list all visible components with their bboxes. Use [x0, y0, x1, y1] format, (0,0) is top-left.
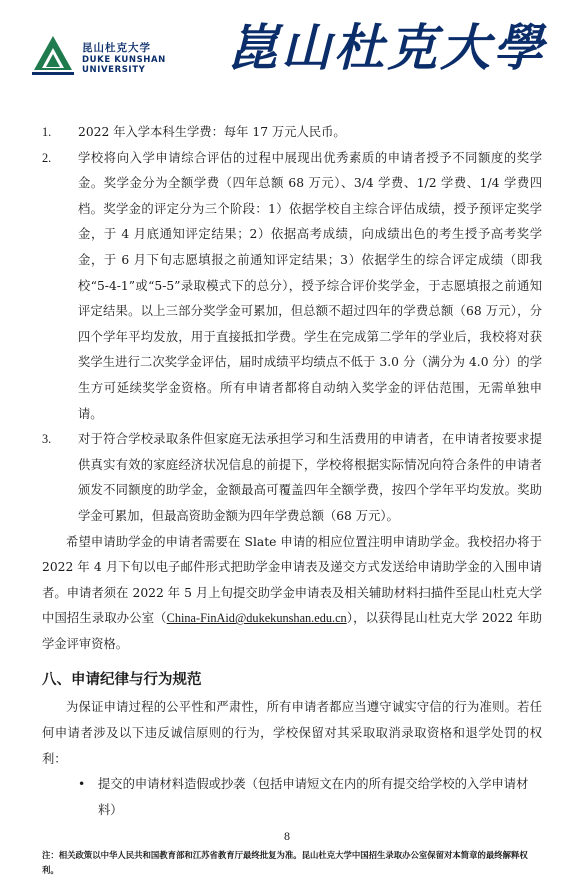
section-heading: 八、申请纪律与行为规范 [42, 672, 202, 689]
list-number: 2. [42, 150, 52, 165]
bullet-dot: • [78, 777, 86, 792]
section-paragraph: 为保证申请过程的公平性和严肃性，所有申请者都应当遵守诚实守信的行为准则。若任何申请者涉及以下违反诚信原则的行为，学校保留对其采取取消录取资格和退学处罚的权利： [42, 700, 542, 766]
bullet-item [42, 772, 542, 823]
financial-aid-paragraph [42, 530, 542, 658]
page-number: 8 [284, 829, 290, 843]
logo-en-name-2: UNIVERSITY [82, 65, 146, 75]
aid-text-before: 希望申请助学金的申请者需要在 Slate 申请的相应位置注明申请助学金。我校招办将于 2022 年 4 月下旬以电子邮件形式把助学金申请表及递交方式发送给申请助学金的入围申请者。申请者须在 2022 年 5 月上旬提交助学金申请表及相关辅助材料扫描件至昆山杜克大学中国招生录取办公室（ [42, 534, 542, 626]
list-text: 对于符合学校录取条件但家庭无法承担学习和生活费用的申请者，在申请者按要求提供真实有效的家庭经济状况信息的前提下，学校将根据实际情况向符合条件的申请者颁发不同额度的助学金，金额最高可覆盖四年全额学费，按四个学年平均发放。奖助学金可累加，但最高资助金额为四年学费总额（68 万元）。 [78, 432, 542, 523]
list-item-3 [42, 427, 542, 529]
logo-cn-name: 昆山杜克大学 [82, 42, 151, 54]
list-item-2 [42, 146, 542, 428]
list-item-1 [42, 120, 542, 146]
logo-wordmark [82, 42, 166, 75]
page-header [0, 0, 574, 100]
list-number: 3. [42, 432, 52, 447]
calligraphy-title: 崑山杜克大學 [228, 18, 546, 77]
list-text: 2022 年入学本科生学费：每年 17 万元人民币。 [78, 125, 346, 139]
list-number: 1. [42, 125, 52, 139]
list-text: 学校将向入学申请综合评估的过程中展现出优秀素质的申请者授予不同额度的奖学金。奖学金分为全额学费（四年总额 68 万元）、3/4 学费、1/2 学费、1/4 学费四档。奖学金的评定分为三个阶段：1）依据学校自主综合评估成绩，授予预评定奖学金，于 4 月底通知评定结果；2）依据高考成绩，向成绩出色的考生授予高考奖学金，于 6 月下旬志愿填报之前通知评定结果；3）依据学生的综合评定成绩（即我校“5-4-1”或“5-5”录取模式下的总分），授予综合评价奖学金，于志愿填报之前通知评定结果。以上三部分奖学金可累加，但总额不超过四年的学费总额（68 万元），分四个学年平均发放，用于直接抵扣学费。学生在完成第二学年的学业后，我校将对获奖学生进行二次奖学金评估，届时成绩平均绩点不低于 3.0 分（满分为 4.0 分）的学生方可延续奖学金资格。所有申请者都将自动纳入奖学金的评估范围，无需单独申请。 [78, 150, 542, 421]
bullet-text: 提交的申请材料造假或抄袭（包括申请短文在内的所有提交给学校的入学申请材料） [98, 777, 529, 817]
logo-en-name-1: DUKE KUNSHAN [82, 55, 166, 65]
aid-text-after: ），以获得昆山杜克大学 2022 年助学金评审资格。 [42, 611, 542, 651]
footnote: 注：相关政策以中华人民共和国教育部和江苏省教育厅最终批复为准。昆山杜克大学中国招生录取办公室保留对本简章的最终解释权利。 [42, 850, 528, 875]
dku-logo-icon [28, 34, 78, 80]
finaid-email-link[interactable]: China-FinAid@dukekunshan.edu.cn [166, 611, 347, 626]
document-body [42, 120, 542, 823]
